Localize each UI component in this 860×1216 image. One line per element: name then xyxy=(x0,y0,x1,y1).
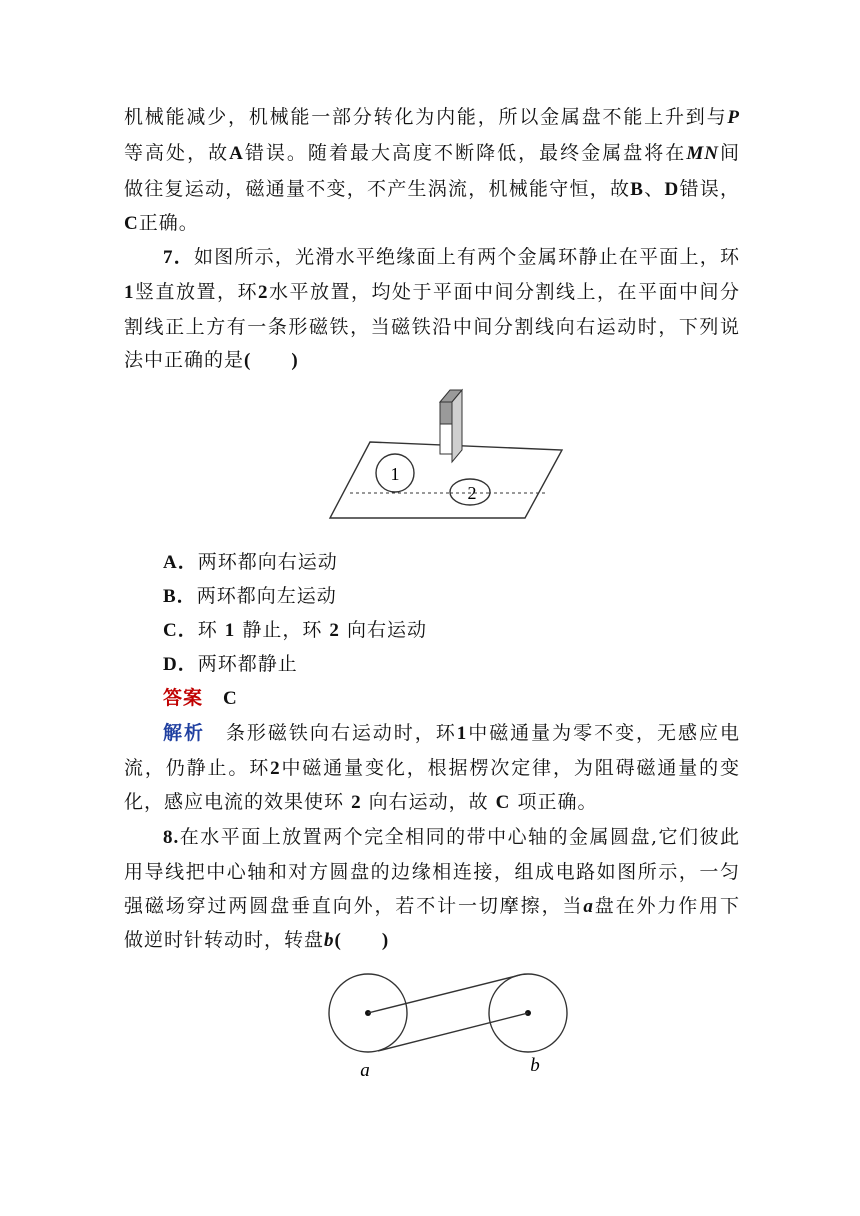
disc-b-label: b xyxy=(530,1055,540,1076)
text-line: C正确。 xyxy=(124,212,199,234)
disc-a-label: a xyxy=(360,1060,370,1081)
text-line: 1竖直放置，环2水平放置，均处于平面中间分割线上，在平面中间分 xyxy=(124,281,740,303)
text-line: 做往复运动，磁通量不变，不产生涡流，机械能守恒，故B、D错误， xyxy=(124,178,740,200)
text-line: 流，仍静止。环2中磁通量变化，根据楞次定律，为阻碍磁通量的变 xyxy=(124,757,740,779)
question-7-stem: 7．如图所示，光滑水平绝缘面上有两个金属环静止在平面上，环 xyxy=(163,246,740,268)
text-line: 用导线把中心轴和对方圆盘的边缘相连接，组成电路如图所示，一匀 xyxy=(124,861,740,883)
text-line: 等高处，故A错误。随着最大高度不断降低，最终金属盘将在MN间 xyxy=(124,142,740,164)
figure-magnet-rings xyxy=(320,380,580,540)
ring-1-label: 1 xyxy=(390,464,400,484)
text-line: 割线正上方有一条形磁铁，当磁铁沿中间分割线向右运动时，下列说 xyxy=(124,316,740,338)
figure-two-discs xyxy=(310,965,590,1090)
option-d: D．两环都静止 xyxy=(163,653,298,675)
text-line: 强磁场穿过两圆盘垂直向外，若不计一切摩擦，当a盘在外力作用下 xyxy=(124,895,740,917)
question-8-stem: 8.在水平面上放置两个完全相同的带中心轴的金属圆盘,它们彼此 xyxy=(163,826,740,848)
text-line: 法中正确的是( ) xyxy=(124,349,299,371)
option-b: B．两环都向左运动 xyxy=(163,585,337,607)
text-line: 化，感应电流的效果使环 2 向右运动，故 C 项正确。 xyxy=(124,791,598,813)
option-a: A．两环都向右运动 xyxy=(163,551,338,573)
answer-line: 答案 C xyxy=(163,687,238,709)
text-line: 机械能减少，机械能一部分转化为内能，所以金属盘不能上升到与P xyxy=(124,106,740,128)
text-line: 做逆时针转动时，转盘b( ) xyxy=(124,929,390,951)
ring-2-label: 2 xyxy=(467,483,477,503)
option-c: C．环 1 静止，环 2 向右运动 xyxy=(163,619,427,641)
analysis-line: 解析 条形磁铁向右运动时，环1中磁通量为零不变，无感应电 xyxy=(163,722,740,744)
